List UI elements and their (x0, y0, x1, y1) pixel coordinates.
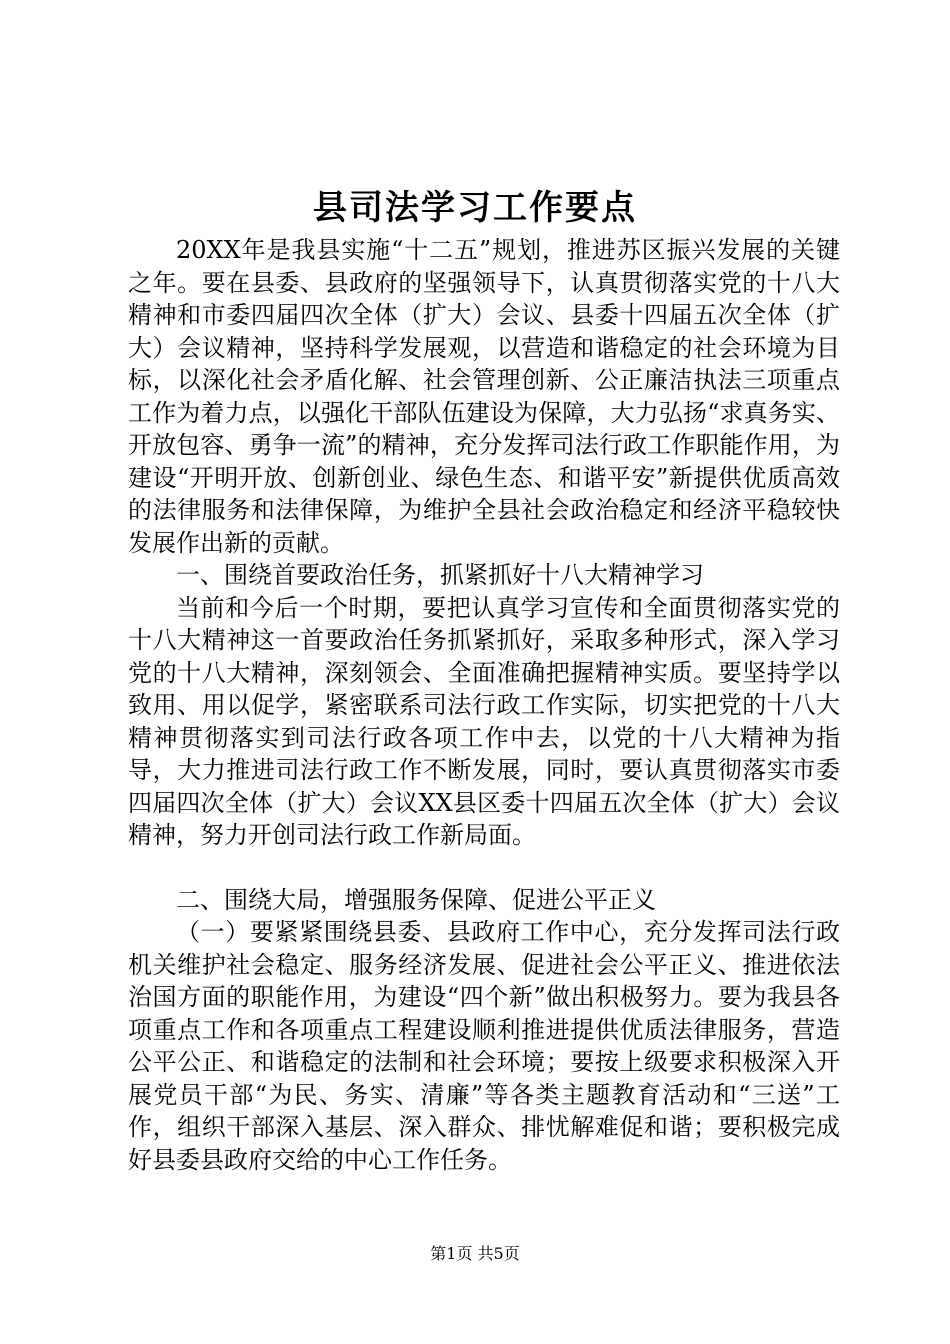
section-heading-2: 二、围绕大局，增强服务保障、促进公平正义 (176, 885, 656, 914)
section-1-paragraph: 当前和今后一个时期，要把认真学习宣传和全面贯彻落实党的十八大精神这一首要政治任务抓紧抓好，采取多种形式，深入学习党的十八大精神，深刻领会、全面准确把握精神实质。要坚持学以致用、用以促学，紧密联系司法行政工作实际，切实把党的十八大精神贯彻落实到司法行政各项工作中去，以党的十八大精神为指导，大力推进司法行政工作不断发展，同时，要认真贯彻落实市委四届四次全体（扩大）会议XX县区委十四届五次全体（扩大）会议精神，努力开创司法行政工作新局面。 (128, 593, 840, 849)
section-heading-1: 一、围绕首要政治任务，抓紧抓好十八大精神学习 (176, 561, 704, 589)
page-number-footer: 第1页 共5页 (430, 1244, 520, 1263)
section-2-paragraph: （一）要紧紧围绕县委、县政府工作中心，充分发挥司法行政机关维护社会稳定、服务经济发展、促进社会公平正义、推进依法治国方面的职能作用，为建设“四个新”做出积极努力。要为我县各项重点工作和各项重点工程建设顺利推进提供优质法律服务，营造公平公正、和谐稳定的法制和社会环境；要按上级要求积极深入开展党员干部“为民、务实、清廉”等各类主题教育活动和“三送”工作，组织干部深入基层、深入群众、排忧解难促和谐；要积极完成好县委县政府交给的中心工作任务。 (128, 918, 840, 1174)
document-title: 县司法学习工作要点 (313, 188, 637, 228)
document-body (128, 234, 840, 1176)
intro-paragraph: 20XX年是我县实施“十二五”规划，推进苏区振兴发展的关键之年。要在县委、县政府的坚强领导下，认真贯彻落实党的十八大精神和市委四届四次全体（扩大）会议、县委十四届五次全体（扩大）会议精神，坚持科学发展观，以营造和谐稳定的社会环境为目标，以深化社会矛盾化解、社会管理创新、公正廉洁执法三项重点工作为着力点，以强化干部队伍建设为保障，大力弘扬“求真务实、开放包容、勇争一流”的精神，充分发挥司法行政工作职能作用，为建设“开明开放、创新创业、绿色生态、和谐平安”新提供优质高效的法律服务和法律保障，为维护全县社会政治稳定和经济平稳较快发展作出新的贡献。 (128, 236, 840, 557)
